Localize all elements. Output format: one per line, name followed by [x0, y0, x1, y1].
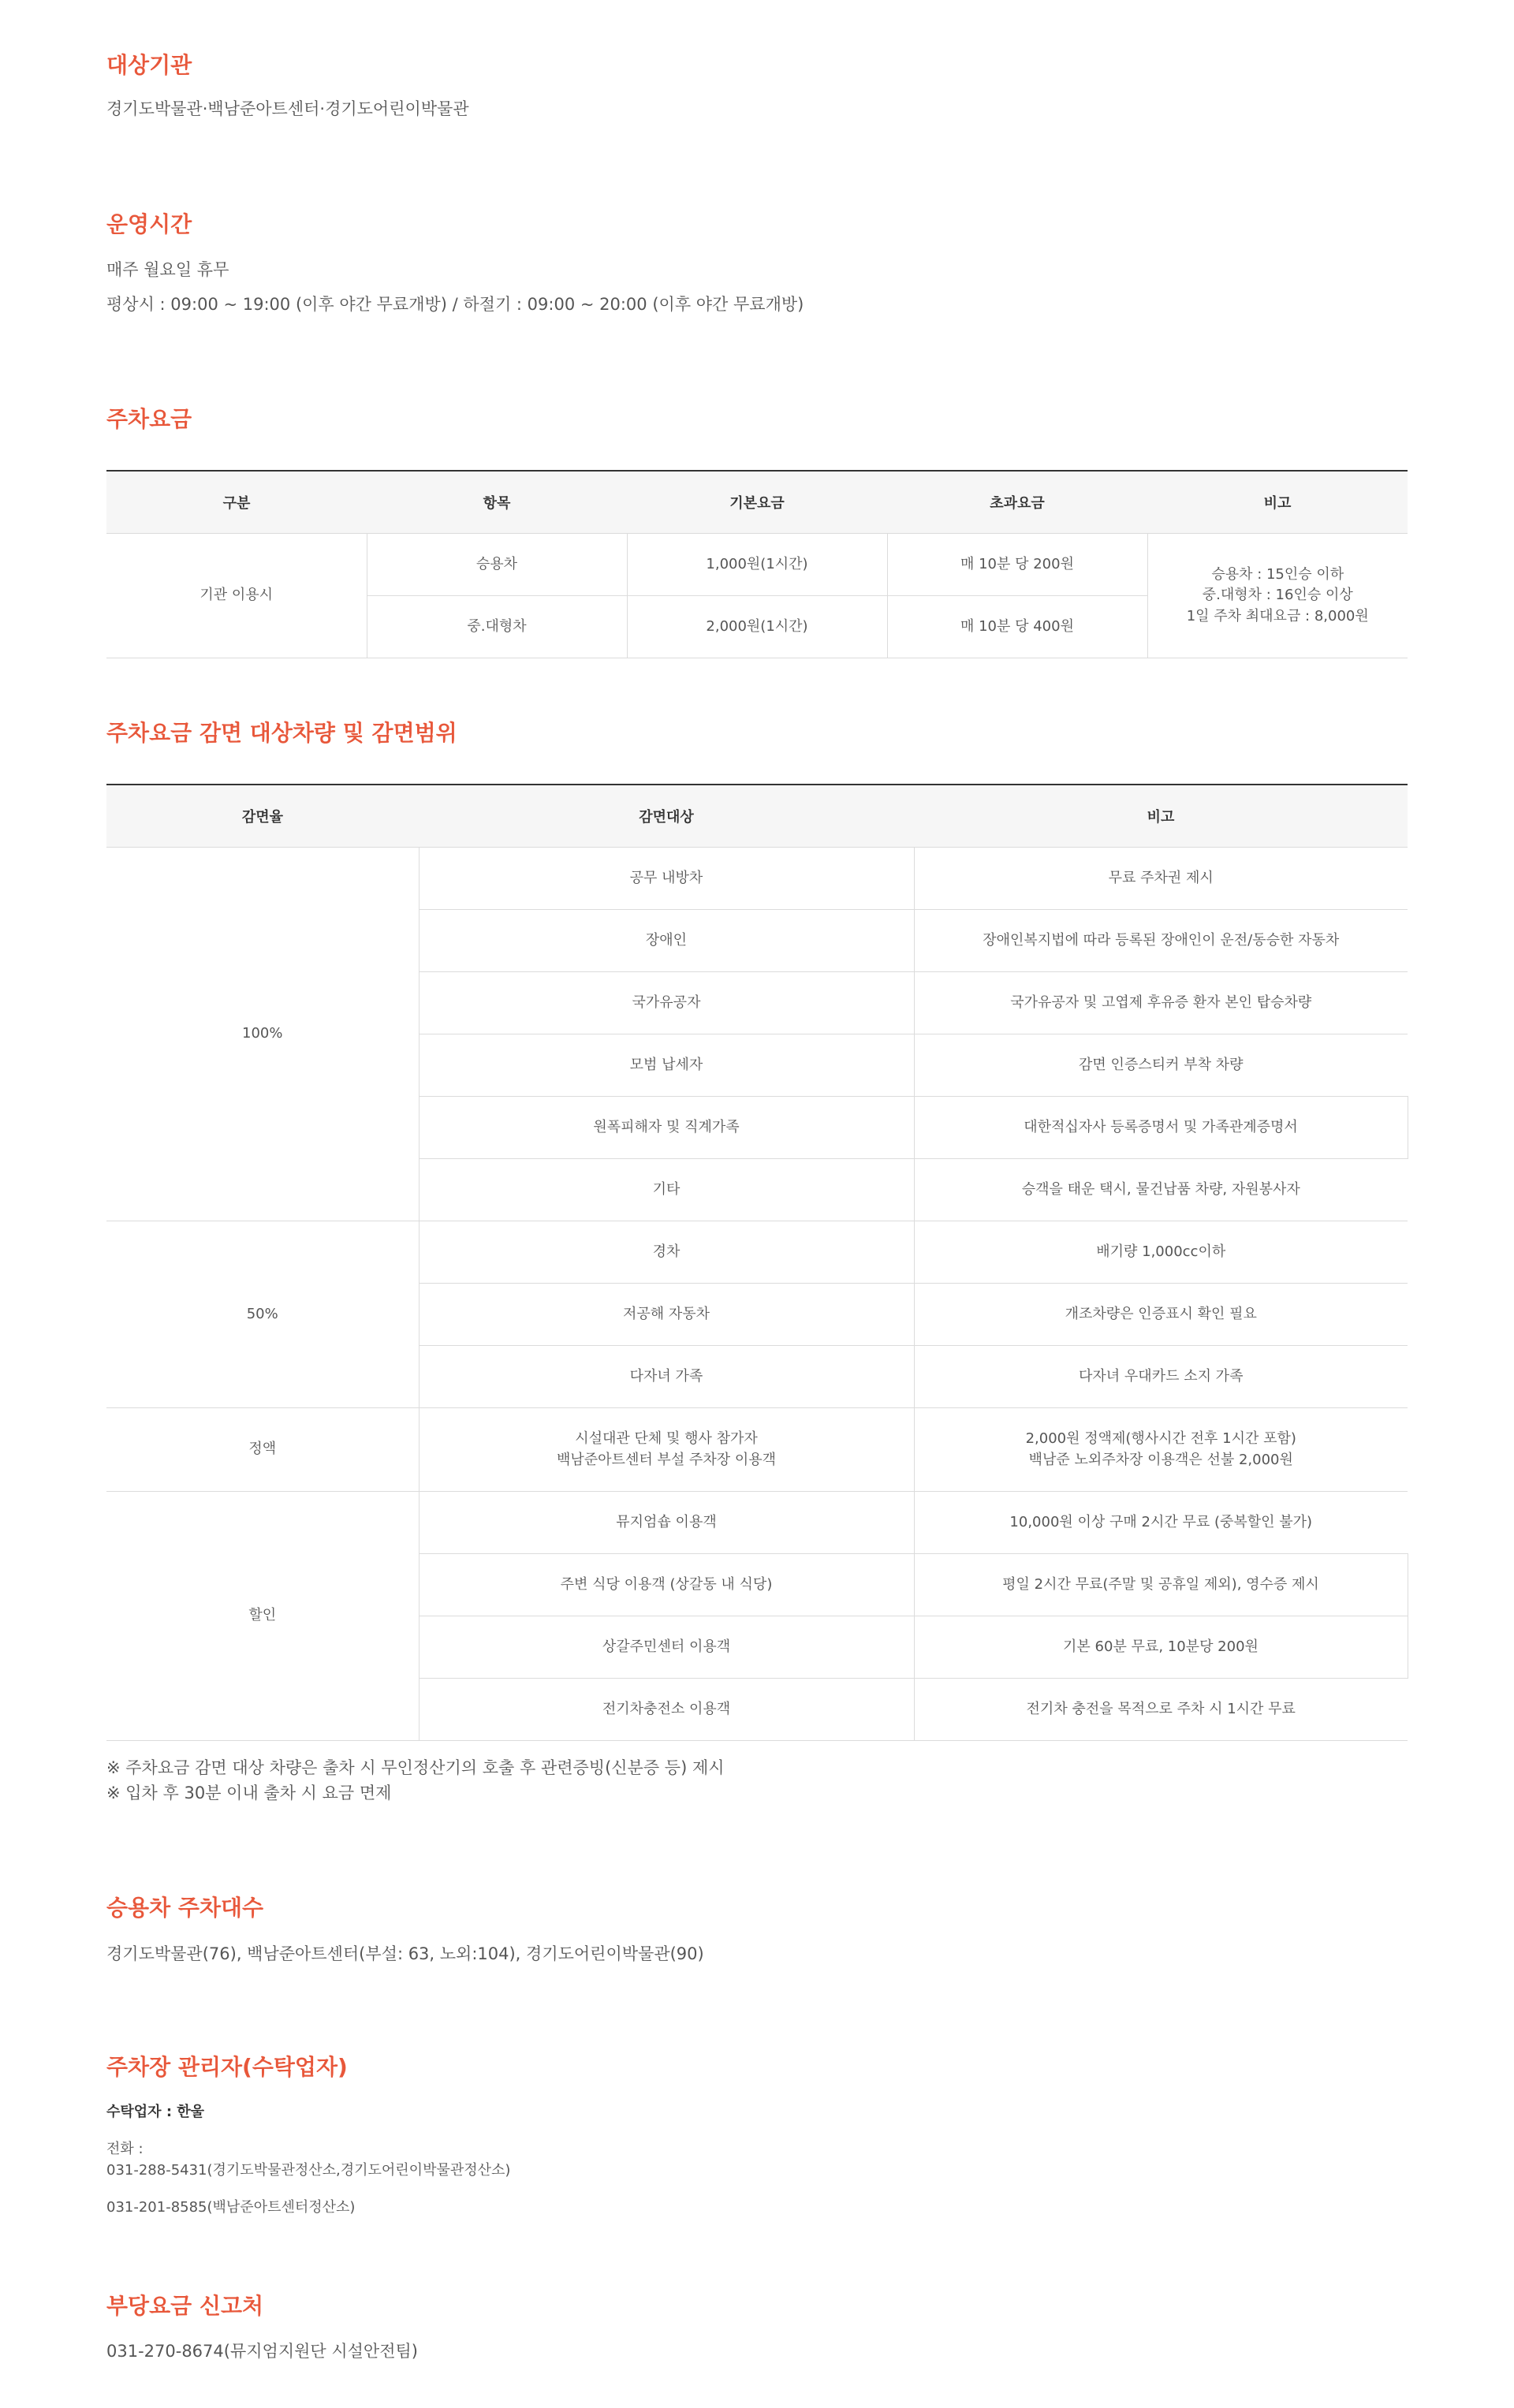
discount-target-line: 백남준아트센터 부설 주차장 이용객 [557, 1451, 776, 1468]
discount-note: 기본 60분 무료, 10분당 200원 [914, 1616, 1408, 1679]
fee-header: 구분 [106, 471, 367, 534]
discount-note: 감면 인증스티커 부착 차량 [914, 1034, 1408, 1097]
fee-base: 2,000원(1시간) [627, 596, 887, 658]
fee-header: 항목 [367, 471, 627, 534]
discount-note: 배기량 1,000cc이하 [914, 1221, 1408, 1284]
table-row [106, 1408, 1408, 1492]
fee-header: 초과요금 [887, 471, 1147, 534]
discount-target: 상갈주민센터 이용객 [419, 1616, 914, 1679]
discount-note: 전기차 충전을 목적으로 주차 시 1시간 무료 [914, 1679, 1408, 1741]
section-title-discount: 주차요금 감면 대상차량 및 감면범위 [106, 720, 457, 746]
discount-rate: 100% [106, 848, 419, 1221]
discount-target [419, 1408, 914, 1492]
discount-target: 기타 [419, 1159, 914, 1221]
phone-label: 전화 : [106, 2141, 144, 2157]
capacity-text: 경기도박물관(76), 백남준아트센터(부설: 63, 노외:104), 경기도어린이박물관(90) [106, 1944, 704, 1963]
fee-header: 기본요금 [627, 471, 887, 534]
discount-target: 뮤지엄숍 이용객 [419, 1492, 914, 1554]
discount-target-line: 시설대관 단체 및 행사 참가자 [575, 1430, 758, 1448]
table-row [106, 534, 1408, 596]
discount-target: 저공해 자동차 [419, 1284, 914, 1346]
discount-note: 10,000원 이상 구매 2시간 무료 (중복할인 불가) [914, 1492, 1408, 1554]
discount-target: 장애인 [419, 910, 914, 972]
section-title-fee: 주차요금 [106, 406, 192, 432]
discount-target: 공무 내방차 [419, 848, 914, 910]
fee-note-line: 1일 주차 최대요금 : 8,000원 [1186, 607, 1369, 624]
discount-rate: 50% [106, 1221, 419, 1408]
contractor: 수탁업자 : 한울 [106, 2104, 205, 2120]
discount-note: 대한적십자사 등록증명서 및 가족관계증명서 [914, 1097, 1408, 1159]
discount-note: 국가유공자 및 고엽제 후유증 환자 본인 탑승차량 [914, 972, 1408, 1034]
discount-header: 감면대상 [419, 785, 914, 848]
discount-rate: 할인 [106, 1492, 419, 1741]
hours-line: 매주 월요일 휴무 [106, 260, 229, 279]
fee-over: 매 10분 당 400원 [887, 596, 1147, 658]
discount-rate: 정액 [106, 1408, 419, 1492]
discount-note: 다자녀 우대카드 소지 가족 [914, 1346, 1408, 1408]
discount-note: 평일 2시간 무료(주말 및 공휴일 제외), 영수증 제시 [914, 1554, 1408, 1616]
fee-base: 1,000원(1시간) [627, 534, 887, 596]
fee-note [1147, 534, 1408, 658]
table-row [106, 1221, 1408, 1284]
discount-note-line: 백남준 노외주차장 이용객은 선불 2,000원 [1028, 1451, 1293, 1468]
hours-line: 평상시 : 09:00 ~ 19:00 (이후 야간 무료개방) / 하절기 : 09:00 ~ 20:00 (이후 야간 무료개방) [106, 295, 804, 314]
section-title-report: 부당요금 신고처 [106, 2293, 264, 2319]
fee-note-line: 중.대형차 : 16인승 이상 [1202, 587, 1353, 604]
discount-note: 장애인복지법에 따라 등록된 장애인이 운전/동승한 자동차 [914, 910, 1408, 972]
discount-target: 경차 [419, 1221, 914, 1284]
report-text: 031-270-8674(뮤지엄지원단 시설안전팀) [106, 2342, 418, 2361]
phone-number: 031-201-8585(백남준아트센터정산소) [106, 2199, 356, 2216]
section-title-target: 대상기관 [106, 52, 192, 78]
fee-item: 중.대형차 [367, 596, 627, 658]
discount-target: 모범 납세자 [419, 1034, 914, 1097]
footnote: ※ 입차 후 30분 이내 출차 시 요금 면제 [106, 1784, 392, 1802]
fee-item: 승용차 [367, 534, 627, 596]
fee-over: 매 10분 당 200원 [887, 534, 1147, 596]
discount-table [106, 784, 1408, 1741]
fee-header: 비고 [1147, 471, 1408, 534]
section-title-capacity: 승용차 주차대수 [106, 1895, 264, 1921]
fee-group: 기관 이용시 [106, 534, 367, 658]
section-title-hours: 운영시간 [106, 211, 192, 237]
target-text: 경기도박물관·백남준아트센터·경기도어린이박물관 [106, 99, 469, 118]
footnote: ※ 주차요금 감면 대상 차량은 출차 시 무인정산기의 호출 후 관련증빙(신분증 등) 제시 [106, 1758, 725, 1777]
phone-number: 031-288-5431(경기도박물관정산소,경기도어린이박물관정산소) [106, 2162, 511, 2179]
discount-target: 전기차충전소 이용객 [419, 1679, 914, 1741]
fee-note-line: 승용차 : 15인승 이하 [1211, 566, 1344, 583]
discount-header: 감면율 [106, 785, 419, 848]
discount-note-line: 2,000원 정액제(행사시간 전후 1시간 포함) [1025, 1430, 1296, 1448]
discount-target: 국가유공자 [419, 972, 914, 1034]
discount-target: 주변 식당 이용객 (상갈동 내 식당) [419, 1554, 914, 1616]
table-row [106, 848, 1408, 910]
fee-table [106, 470, 1408, 658]
discount-note: 무료 주차권 제시 [914, 848, 1408, 910]
discount-target: 다자녀 가족 [419, 1346, 914, 1408]
table-row [106, 1492, 1408, 1554]
discount-note [914, 1408, 1408, 1492]
discount-note: 승객을 태운 택시, 물건납품 차량, 자원봉사자 [914, 1159, 1408, 1221]
discount-target: 원폭피해자 및 직계가족 [419, 1097, 914, 1159]
discount-header: 비고 [914, 785, 1408, 848]
section-title-manager: 주차장 관리자(수탁업자) [106, 2054, 348, 2080]
discount-note: 개조차량은 인증표시 확인 필요 [914, 1284, 1408, 1346]
